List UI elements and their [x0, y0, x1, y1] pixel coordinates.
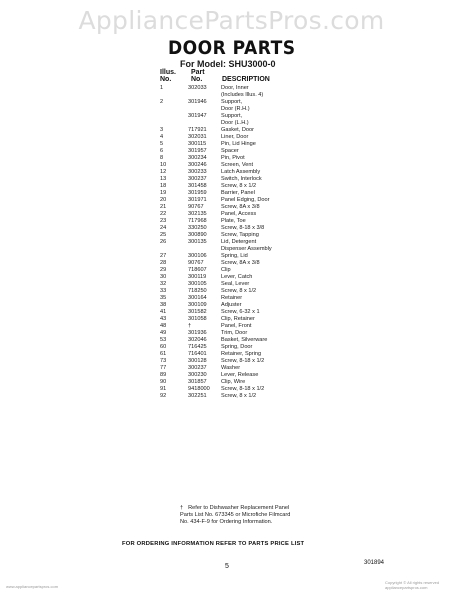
part-number: 717921 — [188, 127, 207, 133]
illus-number: 18 — [160, 183, 167, 189]
illus-number: 4 — [160, 134, 164, 140]
part-description — [221, 358, 280, 365]
parts-row — [160, 386, 280, 393]
part-number: 301936 — [188, 330, 207, 336]
part-number: 300230 — [188, 372, 207, 378]
page-number: 5 — [225, 563, 229, 570]
part-description — [221, 169, 280, 176]
part-number: 301857 — [188, 379, 207, 385]
part-description-line: Switch, Interlock — [221, 176, 262, 182]
illus-number: 29 — [160, 267, 167, 273]
part-header-line1: Part — [191, 69, 205, 76]
part-description-line: Door (R.H.) — [221, 106, 250, 112]
scan-footer-right — [385, 580, 439, 590]
part-description-line: Spring, Door — [221, 344, 253, 350]
part-description-line: Spring, Lid — [221, 253, 248, 259]
part-description — [221, 267, 280, 274]
part-number: 718607 — [188, 267, 207, 273]
illus-number: 20 — [160, 197, 167, 203]
part-number: 301458 — [188, 183, 207, 189]
parts-row — [160, 358, 280, 365]
part-description-line: Barrier, Panel — [221, 190, 255, 196]
part-description — [221, 127, 280, 134]
illus-header-line1: Illus. — [160, 69, 176, 76]
illus-number: 23 — [160, 218, 167, 224]
parts-row — [160, 260, 280, 267]
part-description-line: Adjuster — [221, 302, 242, 308]
part-description — [221, 197, 280, 204]
footnote-mark: † — [180, 505, 184, 511]
parts-row — [160, 337, 280, 344]
scan-footer-left: www.appliancepartspros.com — [6, 584, 59, 589]
parts-row — [160, 85, 280, 99]
illus-number: 10 — [160, 162, 167, 168]
illus-number: 33 — [160, 288, 167, 294]
footnote — [180, 505, 340, 526]
scan-footer-right-line2: appliancepartspros.com — [385, 585, 428, 590]
part-column-header — [191, 69, 205, 83]
illus-number — [160, 113, 188, 127]
parts-row — [160, 162, 280, 169]
part-description — [221, 113, 280, 127]
parts-row — [160, 155, 280, 162]
part-description-line: Spacer — [221, 148, 239, 154]
part-number: 300246 — [188, 162, 207, 168]
parts-row — [160, 379, 280, 386]
parts-row — [160, 330, 280, 337]
parts-row — [160, 113, 280, 127]
parts-row — [160, 211, 280, 218]
part-description-line: (Includes Illus. 4) — [221, 92, 264, 98]
part-description-line: Plate, Toe — [221, 218, 246, 224]
part-description — [221, 253, 280, 260]
part-description-line: Panel, Front — [221, 323, 252, 329]
illus-number: 92 — [160, 393, 167, 399]
parts-row — [160, 288, 280, 295]
illus-number: 26 — [160, 239, 167, 245]
part-number: 716425 — [188, 344, 207, 350]
illus-header-line2: No. — [160, 76, 172, 83]
part-description — [221, 330, 280, 337]
parts-row — [160, 239, 280, 253]
part-description-line: Gasket, Door — [221, 127, 254, 133]
illus-number: 12 — [160, 169, 167, 175]
part-description-line: Screw, 8 x 1/2 — [221, 393, 257, 399]
part-description — [221, 141, 280, 148]
part-number: 302033 — [188, 85, 207, 91]
parts-row — [160, 190, 280, 197]
part-number: 300119 — [188, 274, 207, 280]
footnote-line-2: Parts List No. 673345 or Microfiche Filmcard — [180, 512, 291, 518]
illus-number: 5 — [160, 141, 164, 147]
part-number: 301582 — [188, 309, 207, 315]
part-description — [221, 155, 280, 162]
part-number: 716401 — [188, 351, 207, 357]
part-description-line: Retainer — [221, 295, 243, 301]
part-number: 301058 — [188, 316, 207, 322]
parts-row — [160, 134, 280, 141]
part-description-line: Lever, Release — [221, 372, 259, 378]
part-number: 718250 — [188, 288, 207, 294]
illus-number: 24 — [160, 225, 167, 231]
part-description-line: Seal, Lever — [221, 281, 250, 287]
illus-number: 48 — [160, 323, 167, 329]
part-description — [221, 190, 280, 197]
part-description — [221, 379, 280, 386]
part-description — [221, 218, 280, 225]
parts-row — [160, 141, 280, 148]
parts-row — [160, 99, 280, 113]
parts-list — [160, 85, 280, 400]
part-description-line: Screw, 6-32 x 1 — [221, 309, 260, 315]
page-title: DOOR PARTS — [168, 37, 296, 59]
part-number: 300109 — [188, 302, 207, 308]
part-description — [221, 239, 280, 253]
part-description — [221, 302, 280, 309]
parts-row — [160, 218, 280, 225]
part-description — [221, 288, 280, 295]
parts-row — [160, 267, 280, 274]
illus-number: 8 — [160, 155, 164, 161]
part-description-line: Panel, Access — [221, 211, 257, 217]
part-number: 9418000 — [188, 386, 210, 392]
parts-row — [160, 148, 280, 155]
part-description-line: Liner, Door — [221, 134, 249, 140]
illus-number: 77 — [160, 365, 167, 371]
illus-number: 1 — [160, 85, 164, 91]
part-number: 300128 — [188, 358, 207, 364]
parts-row — [160, 351, 280, 358]
part-header-line2: No. — [191, 76, 203, 83]
part-number: 300237 — [188, 176, 207, 182]
part-description-line: Support, — [221, 99, 243, 105]
parts-row — [160, 127, 280, 134]
illus-number: 60 — [160, 344, 167, 350]
part-description-line: Washer — [221, 365, 241, 371]
part-number: 300237 — [188, 365, 207, 371]
part-description-line: Pin, Lid Hinge — [221, 141, 256, 147]
part-description — [221, 260, 280, 267]
part-number: 301959 — [188, 190, 207, 196]
part-description — [221, 99, 280, 113]
illus-number: 13 — [160, 176, 167, 182]
part-number: 90767 — [188, 260, 204, 266]
part-number: 330250 — [188, 225, 207, 231]
part-number: 302251 — [188, 393, 207, 399]
part-description-line: Screw, Tapping — [221, 232, 259, 238]
parts-row — [160, 302, 280, 309]
part-number: 302046 — [188, 337, 207, 343]
illus-number: 25 — [160, 232, 167, 238]
part-description — [221, 337, 280, 344]
part-number: 300164 — [188, 295, 207, 301]
part-description-line: Screw, 8A x 3/8 — [221, 204, 260, 210]
ordering-information-note: FOR ORDERING INFORMATION REFER TO PARTS PRICE LIST — [122, 541, 305, 547]
part-description-line: Clip, Retainer — [221, 316, 255, 322]
parts-row — [160, 316, 280, 323]
parts-row — [160, 169, 280, 176]
illus-number: 73 — [160, 358, 167, 364]
part-description-line: Door, Inner — [221, 85, 249, 91]
part-number: 302135 — [188, 211, 207, 217]
part-description — [221, 372, 280, 379]
illus-number: 27 — [160, 253, 167, 259]
part-number: 300105 — [188, 281, 207, 287]
part-description — [221, 386, 280, 393]
part-description — [221, 316, 280, 323]
part-description — [221, 211, 280, 218]
illus-number: 89 — [160, 372, 167, 378]
part-description-line: Lever, Catch — [221, 274, 253, 280]
part-description — [221, 344, 280, 351]
illus-column-header — [160, 69, 176, 83]
illus-number: 30 — [160, 274, 167, 280]
part-description-line: Trim, Door — [221, 330, 248, 336]
part-number: 717968 — [188, 218, 207, 224]
description-column-header: DESCRIPTION — [222, 76, 270, 83]
parts-row — [160, 344, 280, 351]
part-number: 300234 — [188, 155, 207, 161]
illus-number: 91 — [160, 386, 167, 392]
part-number: 300890 — [188, 232, 207, 238]
part-number: 300233 — [188, 169, 207, 175]
part-description — [221, 225, 280, 232]
illus-number: 21 — [160, 204, 167, 210]
parts-row — [160, 281, 280, 288]
parts-row — [160, 372, 280, 379]
footnote-line-1: Refer to Dishwasher Replacement Panel — [188, 505, 290, 511]
document-number: 301894 — [364, 560, 385, 566]
parts-row — [160, 197, 280, 204]
scan-footer-right-line1: Copyright © All rights reserved — [385, 580, 440, 585]
illus-number: 3 — [160, 127, 164, 133]
site-watermark: AppliancePartsPros.com — [78, 6, 385, 35]
parts-row — [160, 176, 280, 183]
part-description — [221, 323, 280, 330]
parts-row — [160, 204, 280, 211]
part-number: 300106 — [188, 253, 207, 259]
part-description — [221, 176, 280, 183]
part-description — [221, 295, 280, 302]
part-number: 301971 — [188, 197, 207, 203]
part-description — [221, 274, 280, 281]
part-description-line: Screw, 8-18 x 3/8 — [221, 225, 265, 231]
parts-row — [160, 295, 280, 302]
part-description-line: Screw, 8-18 x 1/2 — [221, 358, 265, 364]
parts-row — [160, 274, 280, 281]
part-description-line: Door (L.H.) — [221, 120, 249, 126]
illus-number: 38 — [160, 302, 167, 308]
part-description — [221, 162, 280, 169]
part-description-line: Panel Edging, Door — [221, 197, 270, 203]
part-number: 90767 — [188, 204, 204, 210]
part-description-line: Clip — [221, 267, 231, 273]
part-description-line: Screen, Vent — [221, 162, 254, 168]
part-description-line: Pin, Pivot — [221, 155, 245, 161]
illus-number: 53 — [160, 337, 167, 343]
part-description — [221, 232, 280, 239]
part-number: 301957 — [188, 148, 207, 154]
part-description-line: Support, — [221, 113, 243, 119]
illus-number: 35 — [160, 295, 167, 301]
part-description-line: Screw, 8 x 1/2 — [221, 183, 257, 189]
part-number: 301946 — [188, 99, 207, 105]
parts-row — [160, 232, 280, 239]
illus-number: 22 — [160, 211, 167, 217]
part-description — [221, 134, 280, 141]
part-description-line: Screw, 8A x 3/8 — [221, 260, 260, 266]
illus-number: 41 — [160, 309, 167, 315]
parts-row — [160, 183, 280, 190]
illus-number: 6 — [160, 148, 164, 154]
part-number: 302031 — [188, 134, 207, 140]
parts-row — [160, 309, 280, 316]
part-description-line: Latch Assembly — [221, 169, 261, 175]
part-number: † — [188, 323, 192, 329]
part-description — [221, 393, 280, 400]
part-description — [221, 148, 280, 155]
parts-row — [160, 225, 280, 232]
illus-number: 61 — [160, 351, 167, 357]
illus-number: 43 — [160, 316, 167, 322]
part-number: 300135 — [188, 239, 207, 245]
footnote-line-3: No. 434-F-9 for Ordering Information. — [180, 519, 273, 525]
illus-number: 2 — [160, 99, 164, 105]
part-description — [221, 85, 280, 99]
parts-row — [160, 365, 280, 372]
part-description-line: Basket, Silverware — [221, 337, 268, 343]
parts-row — [160, 393, 280, 400]
illus-number: 19 — [160, 190, 167, 196]
part-description-line: Retainer, Spring — [221, 351, 262, 357]
model-subtitle: For Model: SHU3000-0 — [180, 59, 276, 69]
part-description-line: Screw, 8-18 x 1/2 — [221, 386, 265, 392]
illus-number: 32 — [160, 281, 167, 287]
part-description — [221, 365, 280, 372]
part-description-line: Clip, Wire — [221, 379, 246, 385]
part-description — [221, 309, 280, 316]
parts-row — [160, 323, 280, 330]
part-number: 301947 — [188, 113, 207, 119]
part-description — [221, 351, 280, 358]
part-description — [221, 204, 280, 211]
illus-number: 28 — [160, 260, 167, 266]
part-number: 300115 — [188, 141, 207, 147]
part-description-line: Dispenser Assembly — [221, 246, 272, 252]
part-description — [221, 183, 280, 190]
illus-number: 49 — [160, 330, 167, 336]
part-description-line: Lid, Detergent — [221, 239, 257, 245]
illus-number: 90 — [160, 379, 167, 385]
part-description — [221, 281, 280, 288]
parts-row — [160, 253, 280, 260]
part-description-line: Screw, 8 x 1/2 — [221, 288, 257, 294]
